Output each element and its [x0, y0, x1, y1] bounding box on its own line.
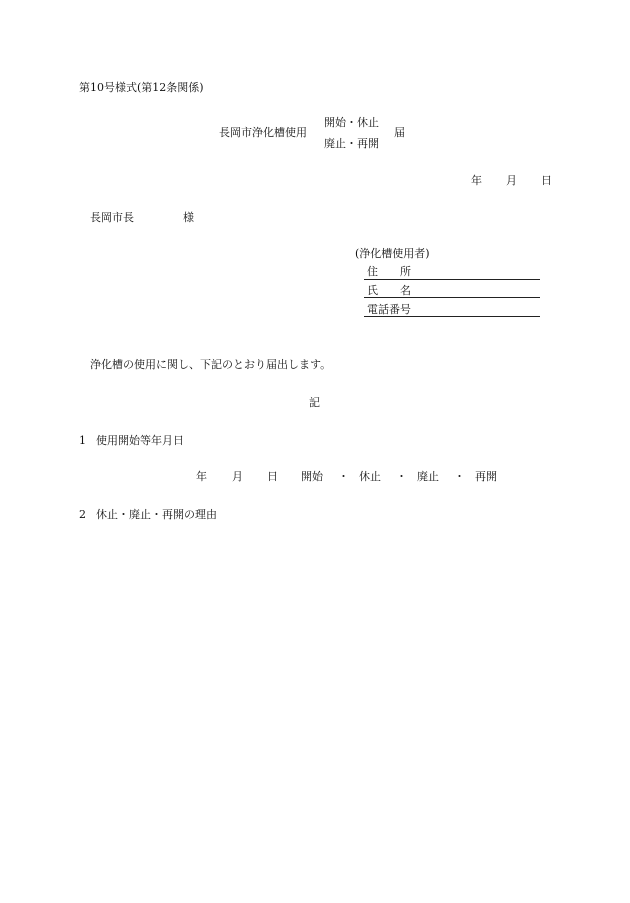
option-resume[interactable]: 再開	[475, 470, 497, 483]
address-label-1: 住	[367, 265, 378, 278]
option-start[interactable]: 開始	[301, 470, 323, 483]
name-field-line[interactable]	[364, 297, 540, 298]
ki-heading: 記	[309, 396, 320, 409]
title-suffix: 届	[394, 126, 405, 139]
form-number: 第10号様式(第12条関係)	[79, 81, 204, 94]
name-label-1: 氏	[367, 284, 378, 297]
phone-label: 電話番号	[367, 303, 411, 316]
date-day: 日	[541, 174, 552, 187]
section-2-number: 2	[79, 508, 86, 521]
option-separator: ・	[338, 470, 349, 483]
section-2-label: 休止・廃止・再開の理由	[96, 508, 217, 521]
name-label-2: 名	[400, 284, 411, 297]
date-month: 月	[506, 174, 517, 187]
body-text: 浄化槽の使用に関し、下記のとおり届出します。	[90, 358, 332, 371]
section-1-label: 使用開始等年月日	[96, 434, 184, 447]
title-option-bottom: 廃止・再開	[324, 137, 379, 150]
address-label-2: 所	[400, 265, 411, 278]
section-1-day: 日	[267, 470, 278, 483]
address-field-line[interactable]	[364, 279, 540, 280]
option-separator: ・	[454, 470, 465, 483]
title-option-top: 開始・休止	[324, 116, 379, 129]
section-1-number: 1	[79, 434, 86, 447]
phone-field-line[interactable]	[364, 316, 540, 317]
section-1-year: 年	[196, 470, 207, 483]
addressee-honorific: 様	[183, 211, 194, 224]
title-prefix: 長岡市浄化槽使用	[219, 126, 307, 139]
option-abolish[interactable]: 廃止	[417, 470, 439, 483]
addressee-name: 長岡市長	[90, 211, 134, 224]
applicant-heading: (浄化槽使用者)	[355, 247, 430, 260]
date-year: 年	[471, 174, 482, 187]
section-1-month: 月	[232, 470, 243, 483]
option-separator: ・	[396, 470, 407, 483]
option-suspend[interactable]: 休止	[359, 470, 381, 483]
